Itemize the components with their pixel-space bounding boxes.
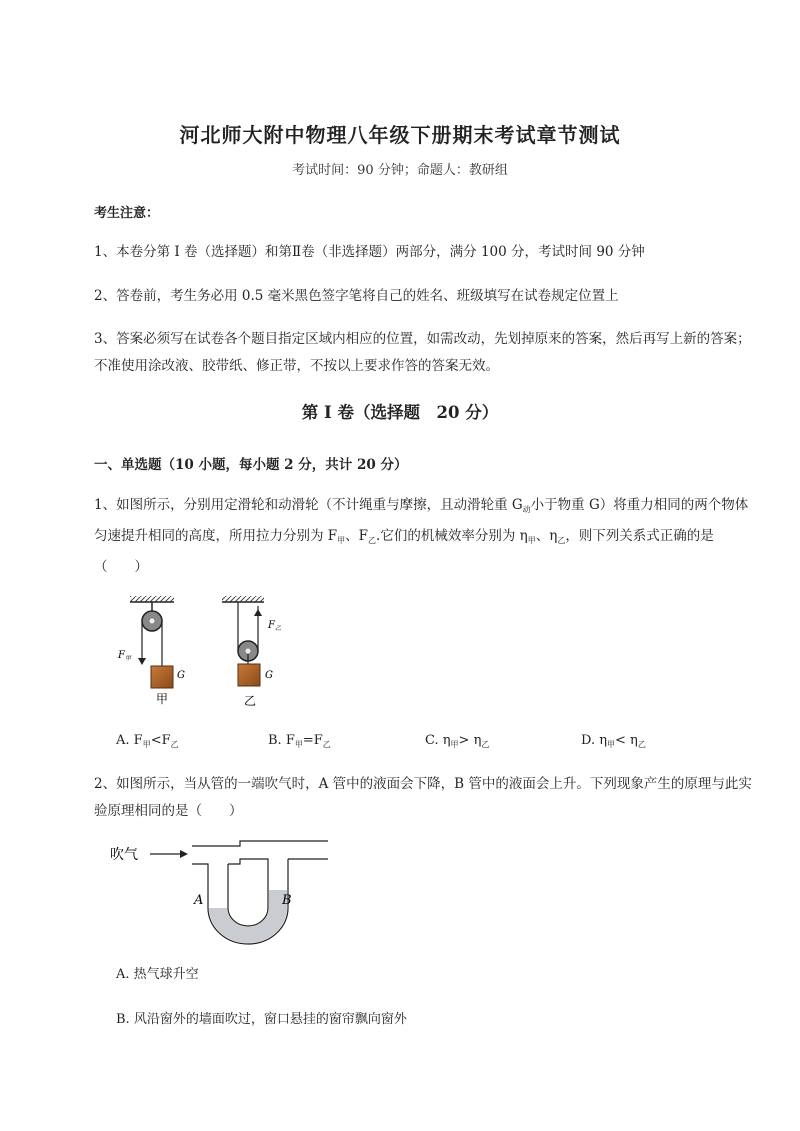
tube-a-label: A xyxy=(194,893,204,908)
q1-option-d[interactable]: D. $\eta_甲< \eta_乙$ xyxy=(581,733,646,749)
u-tube-figure xyxy=(108,838,338,948)
ceiling-right xyxy=(222,596,264,602)
force-jia-label: $F_甲$ xyxy=(118,650,131,662)
question-1-text: 1、如图所示，分别用定滑轮和动滑轮（不计绳重与摩擦，且动滑轮重 $G_动$小于物重 G）将重力相同的两个物体匀速提升相同的高度，所用拉力分别为 $F_甲$、$F_乙$.它们的机械效率分别为 $\eta_甲$、$\eta_乙$，则下列关系式正确的是（ ） xyxy=(94,497,749,575)
figure-label-jia: 甲 xyxy=(156,692,169,706)
notice-heading: 考生注意： xyxy=(94,206,160,221)
q2-option-a[interactable]: A. 热气球升空 xyxy=(116,967,199,982)
pulley-figure xyxy=(110,592,300,717)
notice-item-1: 1、本卷分第 I 卷（选择题）和第Ⅱ卷（非选择题）两部分，满分 100 分，考试时间 90 分钟 xyxy=(94,244,645,260)
weight-label-jia: G xyxy=(177,670,185,681)
weight-block-jia xyxy=(151,666,173,688)
notice-item-3: 3、答案必须写在试卷各个题目指定区域内相应的位置，如需改动，先划掉原来的答案，然后再写上新的答案；不准使用涂改液、胶带纸、修正带，不按以上要求作答的答案无效。 xyxy=(94,331,751,374)
blow-label: 吹气 xyxy=(110,847,138,863)
exam-info: 考试时间：90 分钟；命题人：教研组 xyxy=(292,163,508,178)
weight-block-yi xyxy=(238,664,260,686)
q2-option-b[interactable]: B. 风沿窗外的墙面吹过，窗口悬挂的窗帘飘向窗外 xyxy=(116,1012,407,1027)
question-2-text: 2、如图所示，当从管的一端吹气时，A 管中的液面会下降，B 管中的液面会上升。下列现象产生的原理与此实验原理相同的是（ ） xyxy=(94,776,752,819)
page-title: 河北师大附中物理八年级下册期末考试章节测试 xyxy=(179,123,621,147)
force-yi-label: $F_乙$ xyxy=(268,620,281,632)
q1-option-b[interactable]: B. $F_甲=F_乙$ xyxy=(268,733,331,749)
q1-option-c[interactable]: C. $\eta_甲> \eta_乙$ xyxy=(425,733,490,749)
q1-option-a[interactable]: A. $F_甲<F_乙$ xyxy=(116,733,179,749)
notice-item-2: 2、答卷前，考生务必用 0.5 毫米黑色签字笔将自己的姓名、班级填写在试卷规定位置上 xyxy=(94,288,619,304)
tube-b-label: B xyxy=(282,893,292,908)
part-heading: 一、单选题（10 小题，每小题 2 分，共计 20 分） xyxy=(94,457,408,473)
figure-label-yi: 乙 xyxy=(244,694,257,708)
ceiling-left xyxy=(130,596,174,602)
section-title: 第 I 卷（选择题 20 分） xyxy=(301,403,499,422)
arrow-right-icon xyxy=(180,850,188,858)
weight-label-yi: G xyxy=(265,670,273,681)
